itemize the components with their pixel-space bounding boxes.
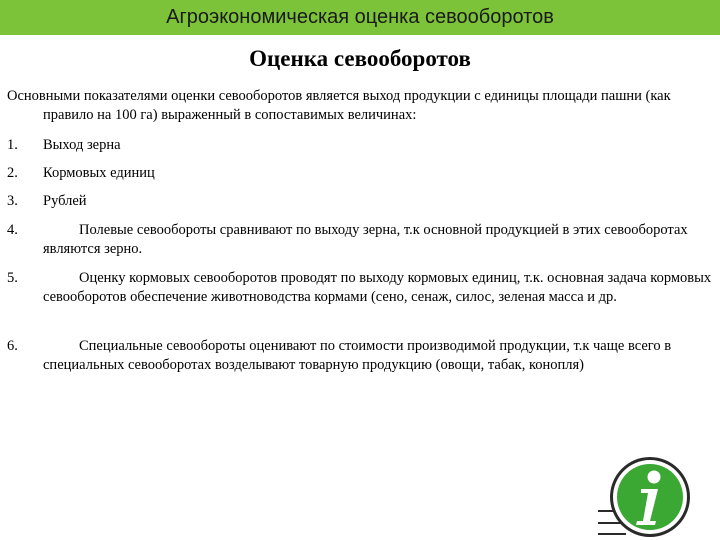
list-item-text: Специальные севообороты оценивают по стоимости производимой продукции, т.к чаще всего в специальных севооборотах возделывают товарную продукцию (овощи, табак, конопля) (43, 338, 672, 373)
list-item-number: 3. (7, 193, 18, 209)
list-item-number: 1. (7, 137, 18, 153)
list-item-number: 5. (7, 270, 18, 286)
list-item-number: 4. (7, 222, 18, 238)
slide-title: Агроэкономическая оценка севооборотов (166, 6, 554, 28)
info-icon (598, 455, 702, 539)
intro-paragraph: Основными показателями оценки севооборотов является выход продукции с единицы площади пашни (как правило на 100 га) выраженный в сопоставимых величинах: (7, 88, 671, 123)
list-item-number: 6. (7, 338, 18, 354)
list-item-text: Рублей (43, 193, 87, 209)
list-item-text: Полевые севообороты сравнивают по выходу зерна, т.к основной продукцией в этих севооборотах являются зерно. (43, 222, 688, 257)
list-item-text: Кормовых единиц (43, 165, 155, 181)
list-item-text: Оценку кормовых севооборотов проводят по выходу кормовых единиц, т.к. основная задача кормовых севооборотов обеспечение животноводства кормами (сено, сенаж, силос, зеленая масса и др. (43, 270, 712, 305)
list-item-number: 2. (7, 165, 18, 181)
list-item-text: Выход зерна (43, 137, 121, 153)
page-heading: Оценка севооборотов (249, 46, 471, 71)
title-bar (0, 0, 720, 35)
